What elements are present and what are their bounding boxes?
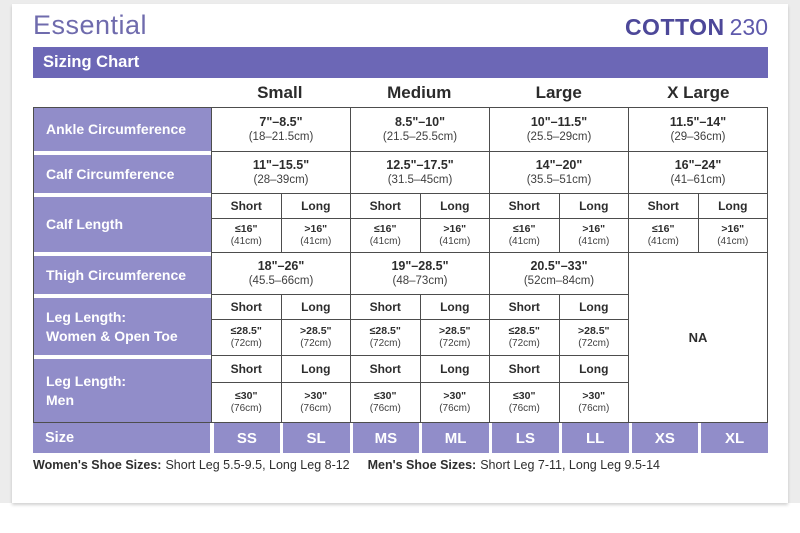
leg-men-label-line2: Men: [46, 391, 74, 408]
long-header: Long: [301, 300, 331, 314]
long-header: Long: [579, 300, 609, 314]
short-header: Short: [369, 300, 401, 314]
size-column-headers: [33, 80, 768, 105]
row-label-leg-length-men: [34, 355, 211, 422]
row-label-ankle-circumference: Ankle Circumference: [34, 108, 211, 151]
column-header-xlarge: X Large: [667, 83, 730, 102]
thigh-large-cell: [489, 252, 628, 294]
ankle-medium-cell: [350, 108, 489, 151]
short-header: Short: [508, 300, 540, 314]
size-cell-ll: LL: [559, 423, 629, 453]
ankle-large-cm: (25.5–29cm): [526, 131, 592, 143]
legmen-medium-short-value: [350, 382, 420, 422]
value-cm: (76cm): [300, 403, 332, 414]
value-cm: (76cm): [578, 403, 610, 414]
ankle-xlarge-cell: [628, 108, 767, 151]
calflength-xlarge-short-value: [628, 218, 698, 252]
calflength-xlarge-long-value: [698, 218, 768, 252]
sizing-table: [33, 107, 768, 423]
size-cell-xs: XS: [629, 423, 699, 453]
calfcirc-small-cell: [211, 151, 350, 193]
column-header-large: Large: [535, 83, 582, 102]
value-cm: (72cm): [439, 338, 471, 349]
ankle-small-cm: (18–21.5cm): [248, 131, 314, 143]
value-inches: >30": [582, 390, 606, 402]
column-header-small: Small: [257, 83, 303, 102]
value-inches: >28.5": [577, 325, 610, 337]
size-cell-ss: SS: [210, 423, 280, 453]
thigh-large-cm: (52cm–84cm): [523, 275, 595, 287]
leg-men-label-line1: Leg Length:: [46, 373, 127, 390]
thigh-medium-cm: (48–73cm): [392, 275, 448, 287]
size-cell-ls: LS: [489, 423, 559, 453]
short-header: Short: [230, 300, 262, 314]
legwomen-small-short-value: [211, 319, 281, 355]
value-cm: (41cm): [717, 236, 749, 247]
ankle-large-cell: [489, 108, 628, 151]
value-cm: (72cm): [578, 338, 610, 349]
legmen-medium-long-header: [420, 355, 490, 382]
thigh-small-inches: 18"–26": [257, 259, 305, 273]
value-inches: >16": [304, 223, 328, 235]
calfcirc-xlarge-inches: 16"–24": [674, 158, 722, 172]
value-cm: (72cm): [230, 338, 262, 349]
value-inches: >28.5": [299, 325, 332, 337]
legmen-large-short-value: [489, 382, 559, 422]
mens-shoe-sizes-text: Short Leg 7-11, Long Leg 9.5-14: [480, 458, 660, 472]
value-cm: (76cm): [230, 403, 262, 414]
legmen-small-long-value: [281, 382, 351, 422]
product-title: [625, 14, 768, 41]
ankle-xlarge-cm: (29–36cm): [670, 131, 726, 143]
long-header: Long: [440, 362, 470, 376]
na-value: NA: [688, 330, 708, 345]
value-inches: ≤30": [374, 390, 397, 402]
value-cm: (41cm): [439, 236, 471, 247]
value-inches: ≤16": [235, 223, 258, 235]
calfcirc-medium-cell: [350, 151, 489, 193]
column-header-medium: Medium: [387, 83, 452, 102]
row-label-calf-circumference: Calf Circumference: [34, 151, 211, 193]
xlarge-na-cell: [628, 252, 767, 422]
legmen-large-long-value: [559, 382, 629, 422]
legmen-medium-long-value: [420, 382, 490, 422]
calfcirc-small-inches: 11"–15.5": [252, 158, 310, 172]
ankle-medium-cm: (21.5–25.5cm): [382, 131, 458, 143]
size-cell-sl: SL: [280, 423, 350, 453]
calfcirc-large-inches: 14"–20": [535, 158, 583, 172]
value-inches: ≤16": [513, 223, 536, 235]
calfcirc-large-cell: [489, 151, 628, 193]
short-header: Short: [647, 199, 679, 213]
legwomen-medium-short-header: [350, 294, 420, 319]
size-code-row: [33, 423, 768, 453]
short-header: Short: [508, 362, 540, 376]
value-cm: (41cm): [578, 236, 610, 247]
brand-name: Essential: [33, 10, 148, 40]
legwomen-large-short-header: [489, 294, 559, 319]
value-inches: >16": [582, 223, 606, 235]
value-cm: (72cm): [300, 338, 332, 349]
product-number: 230: [729, 14, 768, 40]
legwomen-medium-long-value: [420, 319, 490, 355]
value-inches: ≤28.5": [508, 325, 540, 337]
value-inches: ≤30": [235, 390, 258, 402]
ankle-large-inches: 10"–11.5": [530, 115, 588, 129]
value-inches: ≤28.5": [369, 325, 401, 337]
value-inches: >16": [721, 223, 745, 235]
legwomen-small-long-header: [281, 294, 351, 319]
legwomen-large-long-value: [559, 319, 629, 355]
long-header: Long: [440, 199, 470, 213]
legwomen-small-long-value: [281, 319, 351, 355]
calflength-medium-short-value: [350, 218, 420, 252]
value-cm: (41cm): [230, 236, 262, 247]
sizing-chart-card: [12, 4, 788, 503]
value-inches: ≤30": [513, 390, 536, 402]
long-header: Long: [301, 199, 331, 213]
calflength-medium-short-header: [350, 193, 420, 218]
short-header: Short: [230, 362, 262, 376]
section-title-bar: Sizing Chart: [33, 47, 768, 78]
row-label-leg-length-women: [34, 294, 211, 355]
size-cell-xl: XL: [698, 423, 768, 453]
size-cell-ms: MS: [350, 423, 420, 453]
calfcirc-large-cm: (35.5–51cm): [526, 174, 592, 186]
value-cm: (76cm): [439, 403, 471, 414]
ankle-small-cell: [211, 108, 350, 151]
value-inches: >30": [304, 390, 328, 402]
calflength-small-long-header: [281, 193, 351, 218]
ankle-small-inches: 7"–8.5": [259, 115, 303, 129]
long-header: Long: [579, 199, 609, 213]
legwomen-medium-short-value: [350, 319, 420, 355]
value-cm: (41cm): [369, 236, 401, 247]
calflength-small-short-header: [211, 193, 281, 218]
legmen-large-long-header: [559, 355, 629, 382]
calfcirc-small-cm: (28–39cm): [253, 174, 309, 186]
legwomen-small-short-header: [211, 294, 281, 319]
short-header: Short: [230, 199, 262, 213]
thigh-large-inches: 20.5"–33": [530, 259, 588, 273]
thigh-small-cm: (45.5–66cm): [248, 275, 314, 287]
legmen-large-short-header: [489, 355, 559, 382]
calflength-large-short-header: [489, 193, 559, 218]
thigh-small-cell: [211, 252, 350, 294]
legmen-medium-short-header: [350, 355, 420, 382]
size-row-label: Size: [33, 423, 210, 453]
calflength-small-short-value: [211, 218, 281, 252]
calflength-large-long-value: [559, 218, 629, 252]
leg-women-label-line2: Women & Open Toe: [46, 327, 178, 344]
row-label-thigh-circumference: Thigh Circumference: [34, 252, 211, 294]
value-inches: >28.5": [438, 325, 471, 337]
ankle-medium-inches: 8.5"–10": [394, 115, 446, 129]
value-cm: (76cm): [508, 403, 540, 414]
value-inches: ≤28.5": [230, 325, 262, 337]
size-cell-ml: ML: [419, 423, 489, 453]
calflength-xlarge-short-header: [628, 193, 698, 218]
value-inches: ≤16": [652, 223, 675, 235]
column-header-spacer: [33, 80, 210, 105]
value-inches: >16": [443, 223, 467, 235]
short-header: Short: [369, 199, 401, 213]
long-header: Long: [440, 300, 470, 314]
calflength-large-short-value: [489, 218, 559, 252]
calfcirc-xlarge-cm: (41–61cm): [670, 174, 726, 186]
legwomen-medium-long-header: [420, 294, 490, 319]
calflength-large-long-header: [559, 193, 629, 218]
value-inches: ≤16": [374, 223, 397, 235]
womens-shoe-sizes-text: Short Leg 5.5-9.5, Long Leg 8-12: [165, 458, 350, 472]
legwomen-large-short-value: [489, 319, 559, 355]
short-header: Short: [369, 362, 401, 376]
legmen-small-short-value: [211, 382, 281, 422]
leg-women-label-line1: Leg Length:: [46, 309, 127, 326]
womens-shoe-sizes-label: Women's Shoe Sizes:: [33, 458, 162, 472]
short-header: Short: [508, 199, 540, 213]
long-header: Long: [579, 362, 609, 376]
calflength-small-long-value: [281, 218, 351, 252]
value-inches: >30": [443, 390, 467, 402]
legmen-small-long-header: [281, 355, 351, 382]
long-header: Long: [301, 362, 331, 376]
value-cm: (41cm): [508, 236, 540, 247]
value-cm: (41cm): [647, 236, 679, 247]
legwomen-large-long-header: [559, 294, 629, 319]
calfcirc-medium-cm: (31.5–45cm): [387, 174, 453, 186]
long-header: Long: [718, 199, 748, 213]
womens-shoe-sizes: [33, 458, 350, 472]
value-cm: (72cm): [369, 338, 401, 349]
thigh-medium-cell: [350, 252, 489, 294]
calfcirc-xlarge-cell: [628, 151, 767, 193]
mens-shoe-sizes-label: Men's Shoe Sizes:: [367, 458, 477, 472]
product-name: COTTON: [624, 14, 725, 40]
value-cm: (76cm): [369, 403, 401, 414]
value-cm: (41cm): [300, 236, 332, 247]
value-cm: (72cm): [508, 338, 540, 349]
thigh-medium-inches: 19"–28.5": [391, 259, 449, 273]
shoe-sizes-footnote: [33, 458, 660, 472]
row-label-calf-length: Calf Length: [34, 193, 211, 252]
legmen-small-short-header: [211, 355, 281, 382]
calfcirc-medium-inches: 12.5"–17.5": [386, 158, 454, 172]
calflength-xlarge-long-header: [698, 193, 768, 218]
calflength-medium-long-header: [420, 193, 490, 218]
ankle-xlarge-inches: 11.5"–14": [669, 115, 727, 129]
calflength-medium-long-value: [420, 218, 490, 252]
mens-shoe-sizes: [368, 458, 660, 472]
